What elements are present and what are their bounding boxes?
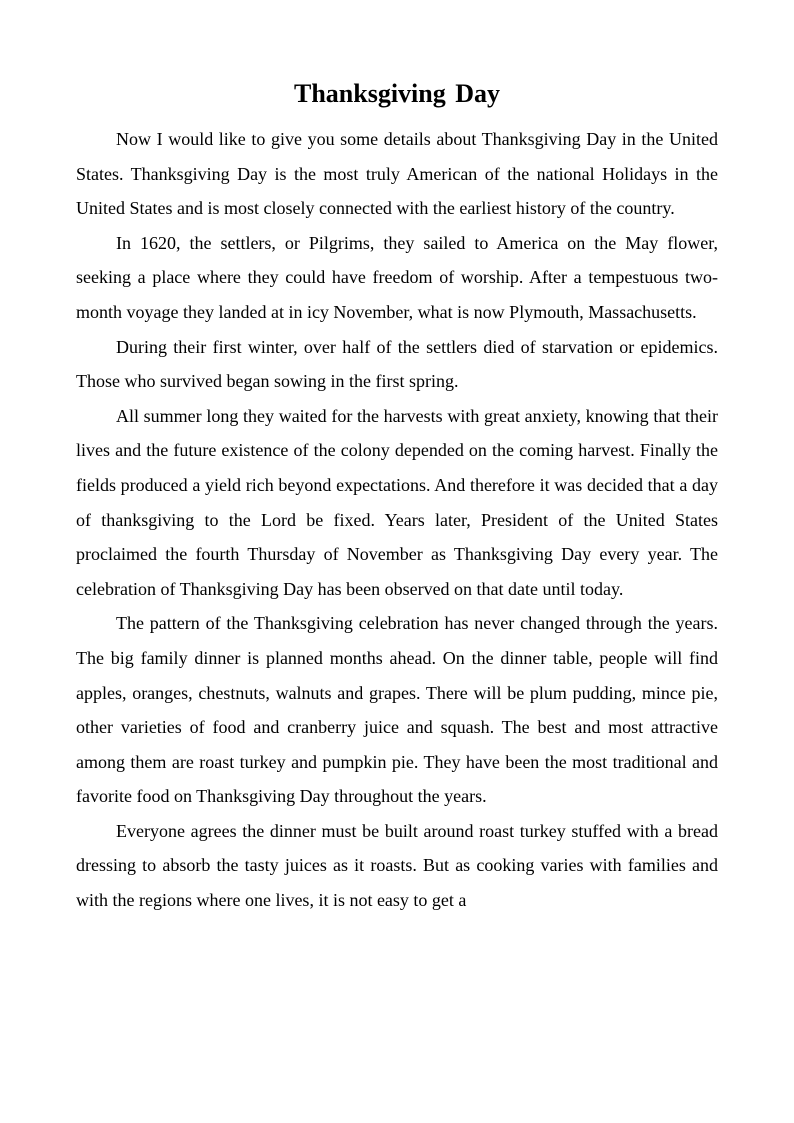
paragraph-turkey: Everyone agrees the dinner must be built around roast turkey stuffed with a bread dressing to absorb the tasty juices as it roasts. But as cooking varies with families and with the regions where one lives, it is not easy to get a — [76, 820, 718, 911]
paragraph-first-winter: During their first winter, over half of the settlers died of starvation or epidemics. Those who survived began sowing in the first spring. — [76, 336, 718, 392]
document-title: Thanksgiving Day — [293, 79, 501, 108]
paragraph-pilgrims: In 1620, the settlers, or Pilgrims, they sailed to America on the May flower, seeking a place where they could have freedom of worship. After a tempestuous two-month voyage they landed at in icy November, what is now Plymouth, Massachusetts. — [76, 232, 718, 322]
paragraph-harvest: All summer long they waited for the harvests with great anxiety, knowing that their lives and the future existence of the colony depended on the coming harvest. Finally the fields produced a yield rich beyond expectations. And therefore it was decided that a day of thanksgiving to the Lord be fixed. Years later, President of the United States proclaimed the fourth Thursday of November as Thanksgiving Day every year. The celebration of Thanksgiving Day has been observed on that date until today. — [76, 405, 718, 599]
document-page — [76, 78, 718, 918]
paragraph-celebration: The pattern of the Thanksgiving celebration has never changed through the years. The big family dinner is planned months ahead. On the dinner table, people will find apples, oranges, chestnuts, walnuts and grapes. There will be plum pudding, mince pie, other varieties of food and cranberry juice and squash. The best and most attractive among them are roast turkey and pumpkin pie. They have been the most traditional and favorite food on Thanksgiving Day throughout the years. — [76, 613, 718, 807]
paragraph-intro: Now I would like to give you some details about Thanksgiving Day in the United States. Thanksgiving Day is the most truly American of the national Holidays in the United States and is most closely connected with the earliest history of the country. — [76, 129, 718, 219]
